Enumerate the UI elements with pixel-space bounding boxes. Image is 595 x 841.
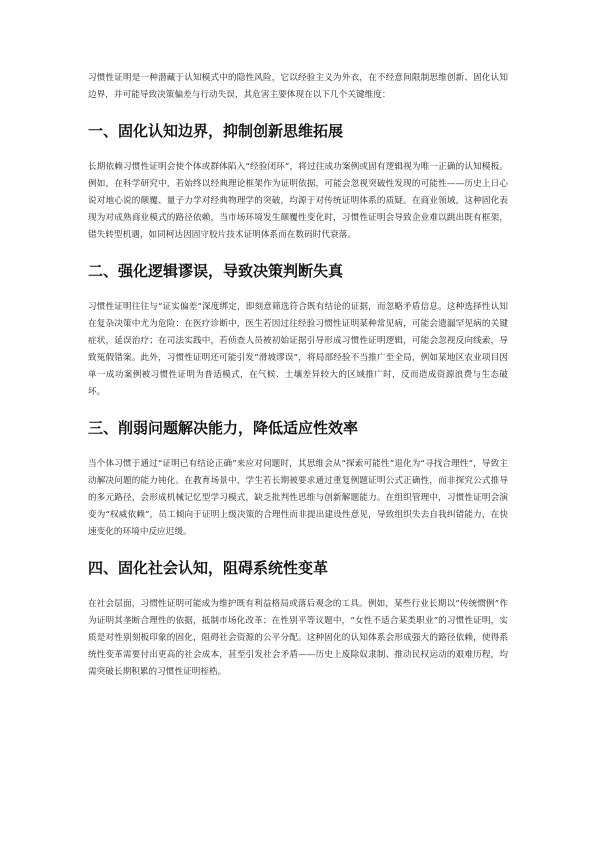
intro-paragraph: 习惯性证明是一种潜藏于认知模式中的隐性风险，它以经验主义为外衣，在不经意间限制思维创新、固化认知边界，并可能导致决策偏差与行动失误，其危害主要体现在以下几个关键维度： bbox=[88, 73, 508, 100]
section-body: 习惯性证明往往与“证实偏差”深度绑定，即刻意筛选符合既有结论的证据，而忽略矛盾信息。这种选择性认知在复杂决策中尤为危险：在医疗诊断中，医生若因过往经验习惯性证明某种常见病，可能会遗漏罕见病的关键症状，延误治疗；在司法实践中，若侦查人员被初始证据引导形成习惯性证明逻辑，可能会忽视反向线索，导致冤假错案。此外，习惯性证明还可能引发“滑坡谬误”，将局部经验不当推广至全局，例如某地区农业项目因单一成功案例被习惯性证明为普适模式，在气候、土壤差异较大的区域推广时，反而造成资源浪费与生态破坏。 bbox=[88, 302, 508, 397]
section-body: 当个体习惯于通过“证明已有结论正确”来应对问题时，其思维会从“探索可能性”退化为“寻找合理性”，导致主动解决问题的能力钝化。在教育场景中，学生若长期被要求通过重复例题证明公式正确性，而非探究公式推导的多元路径，会形成机械记忆型学习模式，缺乏批判性思维与创新解题能力。在组织管理中，习惯性证明会演变为“权威依赖”，员工倾向于证明上级决策的合理性而非提出建设性意见，导致组织失去自我纠错能力，在快速变化的环境中反应迟缓。 bbox=[88, 459, 508, 537]
section-1 bbox=[88, 121, 508, 244]
document-page bbox=[88, 70, 508, 698]
section-3 bbox=[88, 418, 508, 541]
section-heading: 一、固化认知边界，抑制创新思维拓展 bbox=[88, 122, 344, 140]
section-body: 长期依赖习惯性证明会使个体或群体陷入“经验闭环”，将过往成功案例或固有逻辑视为唯一正确的认知模板。例如，在科学研究中，若始终以经典理论框架作为证明依据，可能会忽视突破性发现的可能性——历史上日心说对地心说的颠覆、量子力学对经典物理学的突破，均源于对传统证明体系的质疑。在商业领域，这种固化表现为对成熟商业模式的路径依赖，当市场环境发生颠覆性变化时，习惯性证明会导致企业难以跳出既有框架，错失转型机遇，如同柯达因固守胶片技术证明体系而在数码时代衰落。 bbox=[88, 162, 508, 240]
section-body: 在社会层面，习惯性证明可能成为维护既有利益格局或落后观念的工具。例如，某些行业长期以“传统惯例”作为证明其垄断合理性的依据，抵制市场化改革；在性别平等议题中，“女性不适合某类职业”的习惯性证明，实质是对性别刻板印象的固化，阻碍社会资源的公平分配。这种固化的认知体系会形成强大的路径依赖，使得系统性变革需要付出更高的社会成本，甚至引发社会矛盾——历史上废除奴隶制、推动民权运动的艰难历程，均需突破长期积累的习惯性证明桎梏。 bbox=[88, 599, 508, 677]
section-heading: 四、固化社会认知，阻碍系统性变革 bbox=[88, 559, 329, 577]
section-heading: 三、削弱问题解决能力，降低适应性效率 bbox=[88, 419, 359, 437]
section-4 bbox=[88, 558, 508, 681]
section-2 bbox=[88, 261, 508, 401]
section-heading: 二、强化逻辑谬误，导致决策判断失真 bbox=[88, 262, 344, 280]
